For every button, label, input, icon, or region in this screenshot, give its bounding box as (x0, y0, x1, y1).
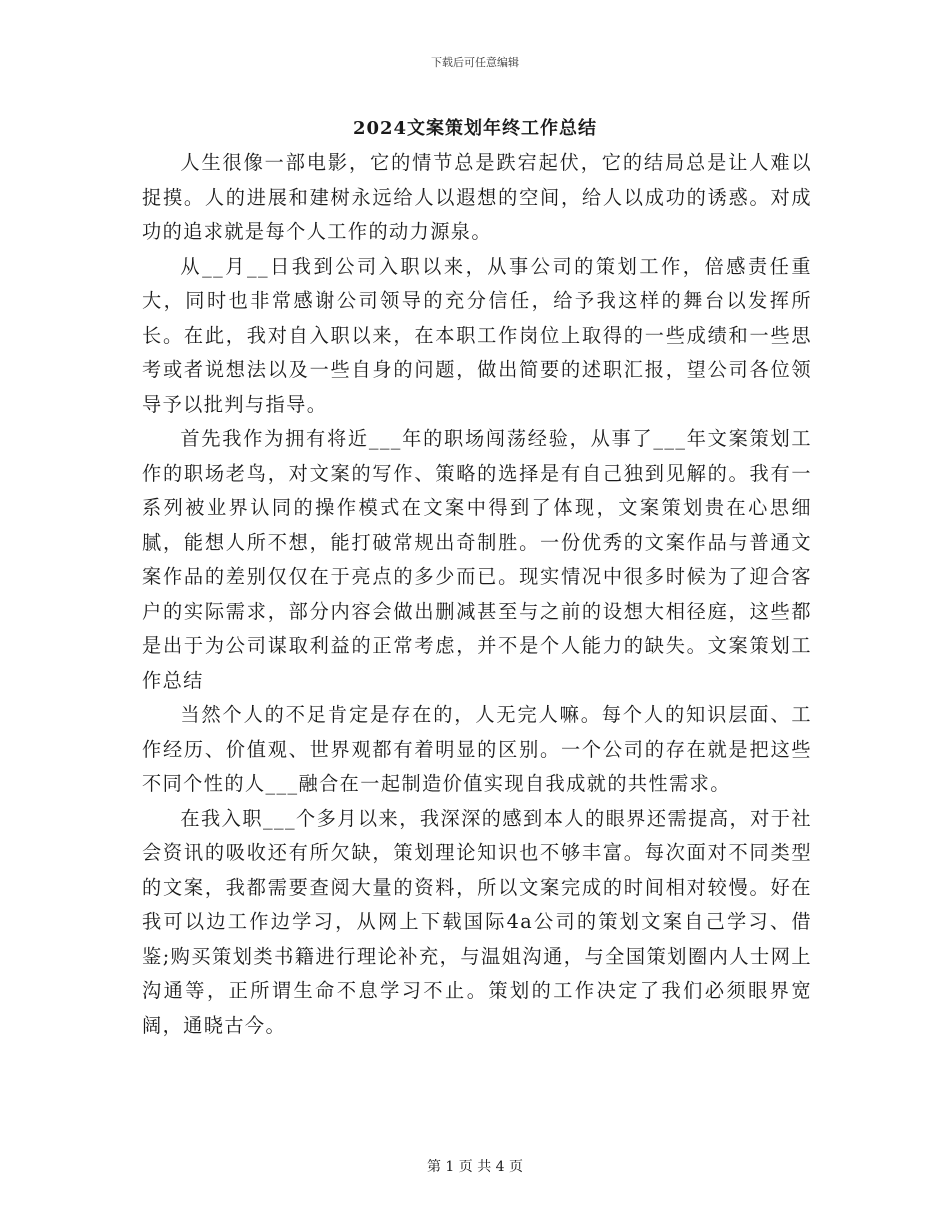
document-body (142, 146, 812, 1043)
paragraph-onboarding: 从__月__日我到公司入职以来，从事公司的策划工作，倍感责任重大，同时也非常感谢公司领导的充分信任，给予我这样的舞台以发挥所长。在此，我对自入职以来，在本职工作岗位上取得的一些成绩和一些思考或者说想法以及一些自身的问题，做出简要的述职汇报，望公司各位领导予以批判与指导。 (142, 254, 812, 416)
paragraph-intro: 人生很像一部电影，它的情节总是跌宕起伏，它的结局总是让人难以捉摸。人的进展和建树永远给人以遐想的空间，给人以成功的诱惑。对成功的追求就是每个人工作的动力源泉。 (142, 151, 812, 243)
document-title: 2024文案策划年终工作总结 (352, 118, 598, 139)
page-number: 第 1 页 共 4 页 (426, 1159, 524, 1175)
paragraph-shortcomings: 当然个人的不足肯定是存在的，人无完人嘛。每个人的知识层面、工作经历、价值观、世界观都有着明显的区别。一个公司的存在就是把这些不同个性的人___融合在一起制造价值实现自我成就的共性需求。 (142, 703, 812, 795)
paragraph-learning: 在我入职___个多月以来，我深深的感到本人的眼界还需提高，对于社会资讯的吸收还有所欠缺，策划理论知识也不够丰富。每次面对不同类型的文案，我都需要查阅大量的资料，所以文案完成的时间相对较慢。好在我可以边工作边学习，从网上下载国际4a公司的策划文案自己学习、借鉴;购买策划类书籍进行理论补充，与温姐沟通，与全国策划圈内人士网上沟通等，正所谓生命不息学习不止。策划的工作决定了我们必须眼界宽阔，通晓古今。 (142, 806, 812, 1037)
paragraph-experience: 首先我作为拥有将近___年的职场闯荡经验，从事了___年文案策划工作的职场老鸟，对文案的写作、策略的选择是有自己独到见解的。我有一系列被业界认同的操作模式在文案中得到了体现，文案策划贵在心思细腻，能想人所不想，能打破常规出奇制胜。一份优秀的文案作品与普通文案作品的差别仅仅在于亮点的多少而已。现实情况中很多时候为了迎合客户的实际需求，部分内容会做出删减甚至与之前的设想大相径庭，这些都是出于为公司谋取利益的正常考虑，并不是个人能力的缺失。文案策划工作总结 (142, 427, 812, 692)
page-header-note: 下载后可任意编辑 (431, 56, 519, 69)
